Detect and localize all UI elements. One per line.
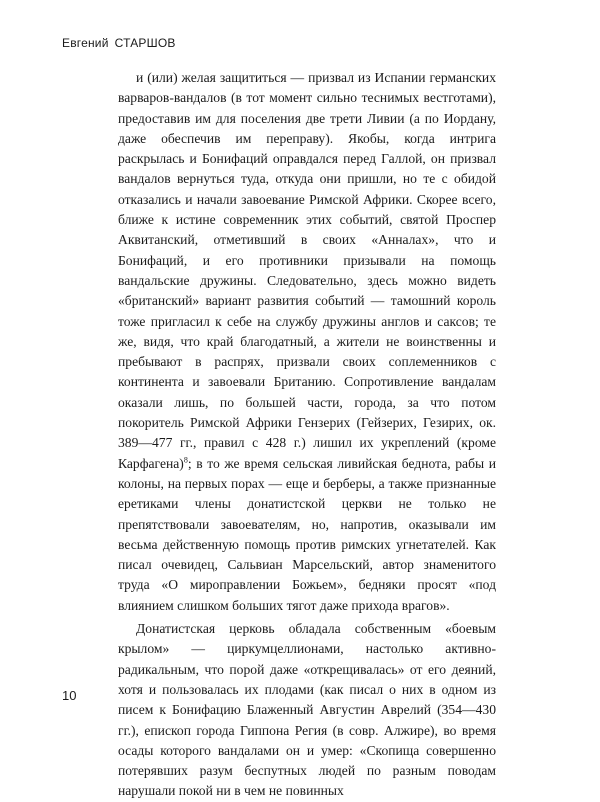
paragraph-1-part-2: ; в то же время сельская ливийская беднота, рабы и колоны, на первых порах — еще и берберы, а также признанные еретиками члены донатистской церкви не только не препятствовали завоевателям, но, напротив, оказывали им весьма действенную помощь против римских угнетателей. Как писал очевидец, Сальвиан Марсельский, автор знаменитого труда «О мироправлении Божьем», бедняки просят «под влиянием слишком больших тягот даже прихода врагов».	[118, 455, 496, 613]
paragraph-1	[118, 68, 496, 616]
page-number: 10	[62, 688, 77, 703]
paragraph-2: Донатистская церковь обладала собственным «боевым крылом» — циркумцеллионами, настолько активно-радикальным, что порой даже «открещивалась» от его деяний, хотя и пользовалась их плодами (как писал о них в одном из писем к Бонифацию Блаженный Августин Аврелий (354—430 гг.), епископ города Гиппона Регия (в совр. Алжире), во время осады которого вандалами он и умер: «Скопища совершенно потерявших разум беспутных людей по разным поводам нарушали покой ни в чем не повинных	[118, 621, 496, 799]
running-header	[62, 36, 176, 50]
footnote-reference[interactable]: 8	[183, 455, 188, 465]
author-surname: СТАРШОВ	[114, 36, 176, 50]
main-text	[118, 68, 496, 802]
author-first-name: Евгений	[62, 36, 109, 50]
paragraph-1-part-1: и (или) желая защититься — призвал из Испании германских варваров-вандалов (в тот момент сильно теснимых вестготами), предоставив им для поселения две трети Ливии (а по Иордану, даже обеспечив им переправу). Якобы, когда интрига раскрылась и Бонифаций оправдался перед Галлой, он призвал вандалов вернуться туда, откуда они пришли, но те с обидой отказались и начали завоевание Римской Африки. Скорее всего, ближе к истине современник этих событий, святой Проспер Аквитанский, отметивший в своих «Анналах», что и Бонифаций, и его противники призывали на помощь вандальские дружины. Следовательно, здесь можно видеть «британский» вариант развития событий — тамошний король тоже пригласил к себе на службу дружины англов и саксов; те же, видя, что край благодатный, а жители не воинственны и пребывают в распрях, призвали своих соплеменников с континента и завоевали Британию. Сопротивление вандалам оказали лишь, по большей части, города, за что потом покоритель Римской Африки Гензерих (Гейзерих, Гезирих, ок. 389—477 гг., правил с 428 г.) лишил их укреплений (кроме Карфагена)	[118, 70, 496, 471]
